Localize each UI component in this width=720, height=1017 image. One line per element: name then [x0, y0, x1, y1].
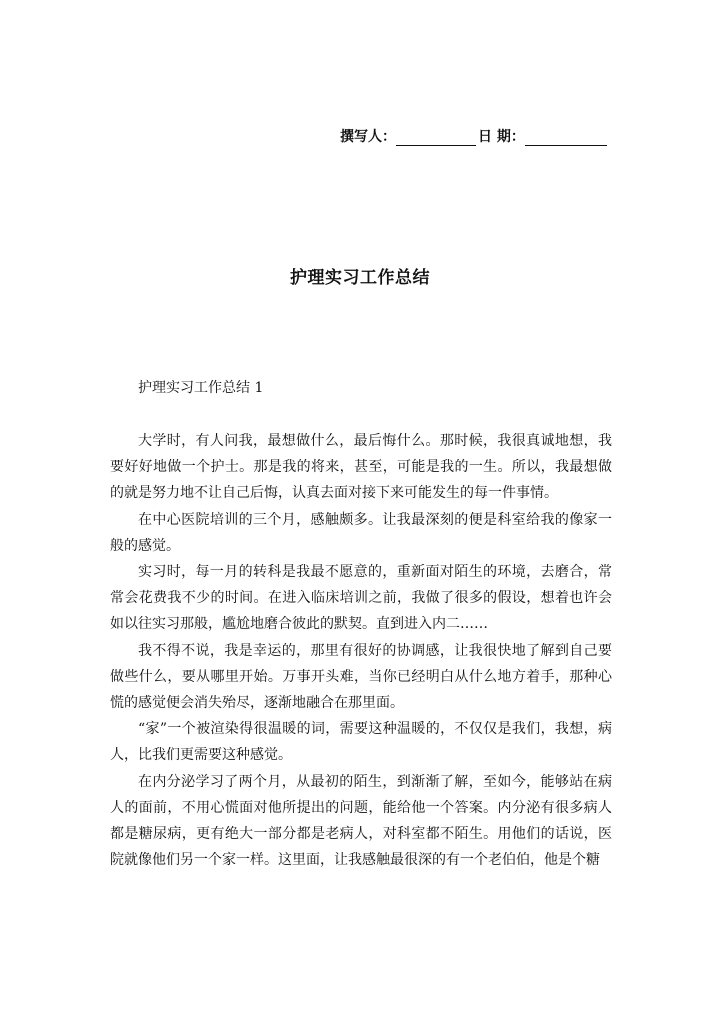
paragraph: 实习时，每一月的转科是我最不愿意的，重新面对陌生的环境，去磨合，常常会花费我不少的时间。在进入临床培训之前，我做了很多的假设，想着也许会如以往实习那般，尴尬地磨合彼此的默契。直到进入内二…… — [110, 564, 612, 633]
section-heading: 护理实习工作总结 1 — [138, 380, 264, 396]
paragraph: 大学时，有人问我，最想做什么，最后悔什么。那时候，我很真诚地想，我要好好地做一个护士。那是我的将来，甚至，可能是我的一生。所以，我最想做的就是努力地不让自己后悔，认真去面对接下来可能发生的每一件事情。 — [110, 433, 612, 502]
paragraph: 在内分泌学习了两个月，从最初的陌生，到渐渐了解，至如今，能够站在病人的面前，不用心慌面对他所提出的问题，能给他一个答案。内分泌有很多病人都是糖尿病，更有绝大一部分都是老病人，对科室都不陌生。用他们的话说，医院就像他们另一个家一样。这里面，让我感触最很深的有一个老伯伯，他是个糖 — [110, 773, 612, 869]
paragraph: “家”一个被渲染得很温暖的词，需要这种温暖的，不仅仅是我们，我想，病人，比我们更需要这种感觉。 — [110, 721, 612, 764]
paragraph: 在中心医院培训的三个月，感触颇多。让我最深刻的便是科室给我的像家一般的感觉。 — [110, 511, 612, 554]
date-label: 日 期： — [478, 129, 525, 145]
paragraph: 我不得不说，我是幸运的，那里有很好的协调感，让我很快地了解到自己要做些什么，要从哪里开始。万事开头难，当你已经明白从什么地方着手，那种心慌的感觉便会消失殆尽，逐渐地融合在那里面。 — [110, 642, 612, 712]
date-blank — [525, 131, 607, 146]
document-title: 护理实习工作总结 — [290, 268, 430, 288]
author-label: 撰写人： — [340, 129, 396, 145]
body-text — [110, 428, 612, 873]
header-signature-line — [340, 126, 620, 146]
author-blank — [396, 131, 476, 146]
